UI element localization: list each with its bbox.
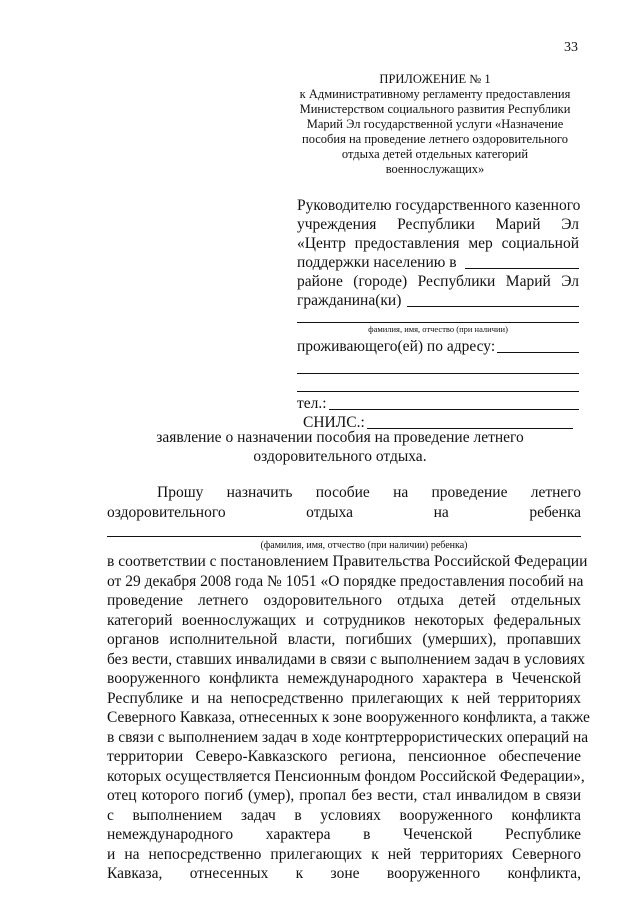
support-district-row xyxy=(297,253,579,272)
body-line: органов исполнительной власти, погибших (умерших), пропавших xyxy=(107,631,581,648)
addressee-line: учреждения Республики Марий Эл xyxy=(297,216,579,233)
appendix-line: к Административному регламенту предоставления xyxy=(299,87,571,101)
body-line: с выполнением задач в условиях вооруженного конфликта xyxy=(107,806,581,824)
residence-row xyxy=(297,337,579,356)
phone-row xyxy=(297,394,579,413)
support-label: поддержки населению в xyxy=(297,254,457,271)
body-line: территории Северо-Кавказского региона, пенсионное обеспечение xyxy=(107,748,581,765)
citizen-label: гражданина(ки) xyxy=(297,292,402,309)
body-line: категорий военнослужащих и сотрудников некоторых федеральных xyxy=(107,611,581,629)
child-caption: (фамилия, имя, отчество (при наличии) ребенка) xyxy=(260,540,468,551)
name-caption: фамилия, имя, отчество (при наличии) xyxy=(368,324,508,334)
request-line: оздоровительного отдыха на ребенка xyxy=(107,503,581,521)
appendix-line: Марий Эл государственной услуги «Назначение xyxy=(306,117,564,131)
addressee-line: Руководителю государственного казенного xyxy=(297,197,581,214)
appendix-line: пособия на проведение летнего оздоровительного xyxy=(302,132,568,146)
address-field-2[interactable] xyxy=(297,356,579,374)
district-line: районе (городе) Республики Марий Эл xyxy=(297,273,579,290)
citizen-row xyxy=(297,291,579,310)
body-line: Северного Кавказа, отнесенных к зоне вооруженного конфликта, а также xyxy=(107,709,590,726)
citizen-name-field[interactable] xyxy=(407,292,579,307)
addressee-line: «Центр предоставления мер социальной xyxy=(297,235,579,252)
statement-body xyxy=(107,483,590,884)
request-line: Прошу назначить пособие на проведение летнего xyxy=(157,484,581,501)
title-line: оздоровительного отдыха. xyxy=(253,448,427,465)
appendix-line: ПРИЛОЖЕНИЕ № 1 xyxy=(379,72,491,86)
body-line: и на непосредственно прилегающих к ней территориях Северного xyxy=(107,845,581,863)
phone-field[interactable] xyxy=(329,395,579,410)
body-line: которых осуществляется Пенсионным фондом Российской Федерации», xyxy=(107,767,585,785)
body-line: от 29 декабря 2008 года № 1051 «О порядке предоставления пособий на xyxy=(107,572,584,590)
body-line: без вести, ставших инвалидами в связи с выполнением задач в условиях xyxy=(107,650,585,668)
appendix-header xyxy=(290,72,580,177)
snils-label: СНИЛС.: xyxy=(303,414,365,431)
body-line: в соответствии с постановлением Правительства Российской Федерации xyxy=(107,553,588,570)
body-line: в связи с выполнением задач в ходе контртеррористических операций на xyxy=(107,728,589,746)
addressee-block xyxy=(297,196,579,432)
appendix-line: Министерством социального развития Республики xyxy=(299,102,571,116)
body-line: Кавказа, отнесенных к зоне вооруженного конфликта, xyxy=(107,865,581,882)
page-number: 33 xyxy=(564,40,578,55)
address-field[interactable] xyxy=(497,338,579,353)
body-line: вооруженного конфликта немеждународного характера в Чеченской xyxy=(107,670,581,687)
district-field[interactable] xyxy=(465,254,579,269)
body-line: немеждународного характера в Чеченской Республике xyxy=(107,826,581,843)
phone-label: тел.: xyxy=(297,395,327,412)
appendix-line: военнослужащих» xyxy=(385,162,485,176)
child-name-field[interactable] xyxy=(107,522,581,537)
snils-field[interactable] xyxy=(367,414,573,429)
body-line: Республике и на непосредственно прилегающих к ней территориях xyxy=(107,689,581,707)
address-field-3[interactable] xyxy=(297,374,579,392)
body-line: проведение летнего оздоровительного отдыха детей отдельных xyxy=(107,592,581,609)
appendix-line: отдыха детей отдельных категорий xyxy=(341,147,529,161)
citizen-name-field-2[interactable] xyxy=(297,310,579,323)
title-line: заявление о назначении пособия на проведение летнего xyxy=(156,429,524,446)
residence-label: проживающего(ей) по адресу: xyxy=(297,338,496,355)
statement-title xyxy=(90,428,590,466)
body-line: отец которого погиб (умер), пропал без вести, стал инвалидом в связи xyxy=(107,787,581,804)
